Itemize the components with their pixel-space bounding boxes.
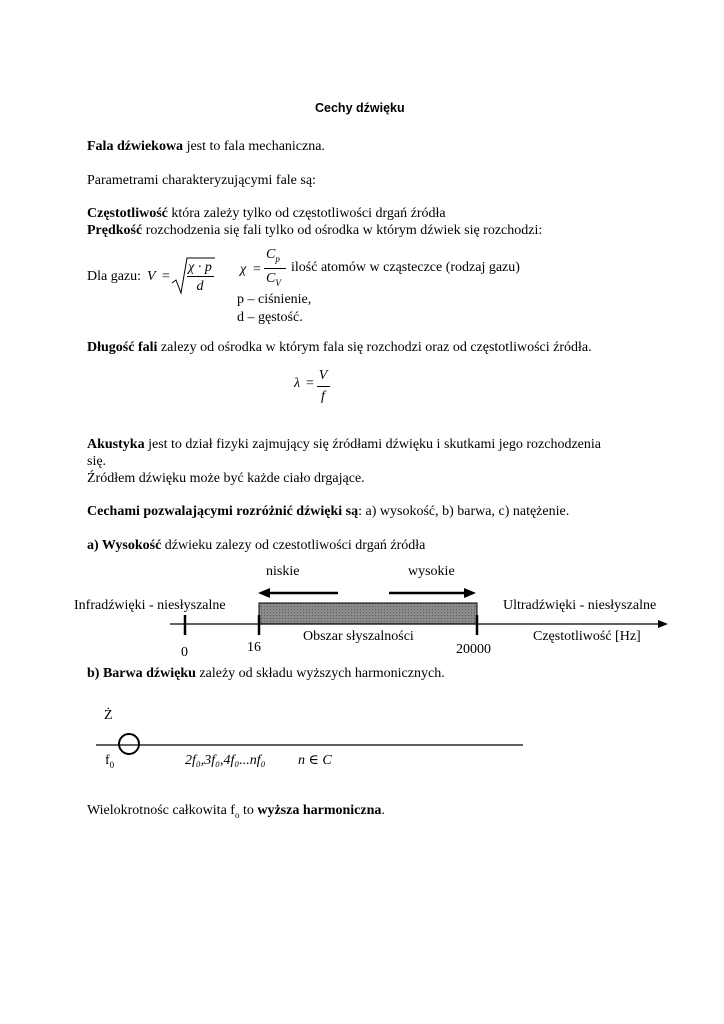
- harmonic-text-mid: to: [239, 803, 258, 818]
- f0-label: [105, 752, 114, 774]
- paragraph-speed-text: rozchodzenia się fali tylko od ośrodka w którym dźwiek się rozchodzi:: [142, 223, 543, 238]
- formula-v-symbol: V: [147, 269, 156, 284]
- paragraph-wave-text: jest to fala mechaniczna.: [183, 139, 325, 154]
- term-features: Cechami pozwalającymi rozróżnić dźwięki są: [87, 504, 359, 519]
- pressure-description: p – ciśnienie,: [237, 292, 312, 307]
- term-higher-harmonic: wyższa harmoniczna: [257, 803, 382, 818]
- density-description: d – gęstość.: [237, 310, 303, 325]
- chi-denominator-c: C: [266, 271, 276, 286]
- chi-numerator-c: C: [266, 247, 276, 262]
- paragraph-source: Źródłem dźwięku może być każde ciało drgające.: [87, 471, 365, 486]
- lambda-symbol: λ: [294, 376, 301, 391]
- f0-letter: f: [105, 753, 110, 768]
- lambda-numerator: V: [318, 368, 328, 383]
- label-audible-range: Obszar słyszalności: [303, 629, 414, 644]
- paragraph-acoustics-cont: się.: [87, 454, 107, 469]
- paragraph-frequency-text: która zależy tylko od częstotliwości drgań źródła: [167, 206, 446, 221]
- chi-description: ilość atomów w cząsteczce (rodzaj gazu): [291, 260, 520, 275]
- paragraph-timbre-text: zależy od składu wyższych harmonicznych.: [195, 666, 445, 681]
- label-infrasound: Infradźwięki - niesłyszalne: [74, 598, 226, 613]
- source-label: Ż: [104, 708, 113, 723]
- harmonic-text-sub: o: [234, 809, 240, 820]
- harmonics-condition: n ∈ C: [298, 753, 332, 768]
- term-wavelength: Długość fali: [87, 340, 158, 355]
- label-high: wysokie: [408, 564, 455, 579]
- lambda-denominator: f: [321, 389, 325, 404]
- lambda-equals: =: [306, 376, 314, 391]
- tick-label-16: 16: [247, 640, 261, 655]
- label-ultrasound: Ultradźwięki - niesłyszalne: [503, 598, 657, 613]
- f0-sub: 0: [109, 759, 115, 770]
- term-speed: Prędkość: [87, 223, 143, 238]
- tick-label-20000: 20000: [456, 642, 491, 657]
- term-acoustics: Akustyka: [87, 437, 145, 452]
- harmonic-text-pre: Wielokrotnośc całkowita f: [87, 803, 235, 818]
- page-title: Cechy dźwięku: [315, 101, 405, 115]
- sqrt-numerator: χ · p: [188, 260, 212, 275]
- paragraph-acoustics-text: jest to dział fizyki zajmujący się źródłami dźwięku i skutkami jego rozchodzenia: [144, 437, 601, 452]
- chi-symbol: χ: [240, 262, 247, 277]
- formula-equals: =: [162, 269, 170, 284]
- sqrt-denominator: d: [196, 279, 204, 294]
- paragraph-parameters: Parametrami charakteryzującymi fale są:: [87, 173, 316, 188]
- paragraph-features-text: : a) wysokość, b) barwa, c) natężenie.: [358, 504, 570, 519]
- paragraph-harmonic: [87, 802, 385, 824]
- chi-denominator-sub: V: [275, 277, 281, 288]
- term-pitch: a) Wysokość: [87, 538, 162, 553]
- paragraph-pitch-text: dźwieku zalezy od czestotliwości drgań źródła: [161, 538, 426, 553]
- gas-label: Dla gazu:: [87, 269, 142, 284]
- term-frequency: Częstotliwość: [87, 206, 168, 221]
- term-sound-wave: Fala dźwiekowa: [87, 139, 184, 154]
- label-axis: Częstotliwość [Hz]: [533, 629, 641, 644]
- label-low: niskie: [266, 564, 300, 579]
- chi-equals: =: [253, 262, 261, 277]
- paragraph-wavelength-text: zalezy od ośrodka w którym fala się rozchodzi oraz od częstotliwości źródła.: [157, 340, 592, 355]
- harmonic-text-post: .: [381, 803, 385, 818]
- harmonics-series: 2f₀,3f₀,4f₀...nf₀: [185, 753, 266, 768]
- term-timbre: b) Barwa dźwięku: [87, 666, 196, 681]
- source-circle: [119, 734, 139, 754]
- chi-numerator-sub: p: [275, 253, 280, 264]
- tick-label-0: 0: [181, 645, 188, 660]
